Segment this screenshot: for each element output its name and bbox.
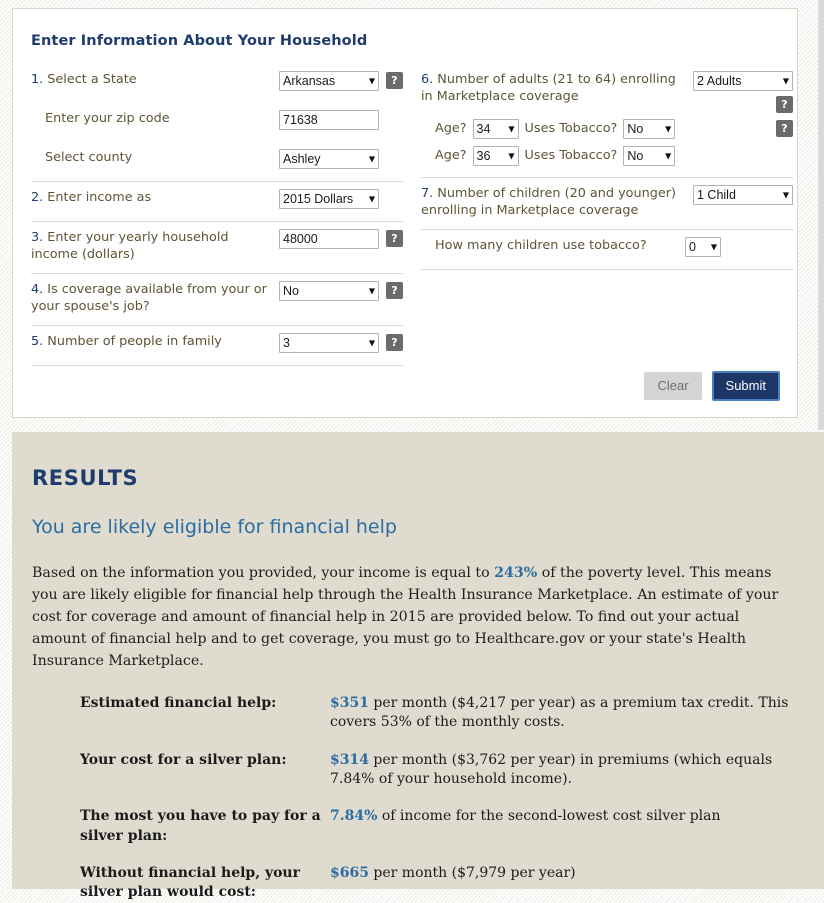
form-control-yearly-income — [279, 229, 403, 249]
results-row — [80, 864, 794, 903]
form-label-state — [31, 72, 137, 89]
form-label-family-size — [31, 334, 222, 351]
form-control-job-coverage — [279, 281, 403, 301]
help-icon-adult-details[interactable]: ? — [776, 120, 793, 137]
form-label-zip: Enter your zip code — [45, 111, 170, 126]
form-label-county: Select county — [45, 150, 133, 165]
submit-button[interactable]: Submit — [712, 371, 780, 401]
results-row-value — [330, 864, 576, 903]
results-row-value — [330, 807, 721, 846]
step-number: 2. — [31, 190, 44, 205]
scrollbar[interactable] — [818, 0, 824, 430]
adults-count-select[interactable] — [693, 71, 793, 91]
form-label-yearly-income — [31, 230, 273, 264]
results-amount: $665 — [330, 864, 369, 881]
label-text: Number of people in family — [47, 333, 222, 349]
form-label-children — [421, 186, 683, 220]
family-size-select-wrap — [279, 333, 379, 353]
step-number: 1. — [31, 72, 44, 87]
form-row-adults — [421, 64, 793, 115]
state-select-wrap — [279, 71, 379, 91]
results-amount: $314 — [330, 751, 369, 768]
form-row-job-coverage — [31, 273, 403, 325]
adults-select-wrap — [693, 71, 793, 91]
results-detail: of income for the second-lowest cost silver plan — [377, 808, 721, 825]
form-control-zip — [279, 110, 403, 130]
adult-tobacco-select-2[interactable] — [623, 146, 675, 166]
results-paragraph — [32, 562, 792, 672]
form-control-state — [279, 71, 403, 91]
age-select-wrap-2 — [473, 146, 519, 166]
form-label-job-coverage — [31, 282, 273, 316]
paragraph-part-2: of the poverty level. This means you are likely eligible for financial help through the Health Insurance Marketplace. An estimate of your cost for coverage and amount of financial help in 2015 are provided below. To find out your actual amount of financial help and to get coverage, you must go to Healthcare.gov or your state's Health Insurance Marketplace. — [32, 565, 779, 669]
results-row-label: The most you have to pay for a silver plan: — [80, 808, 321, 844]
yearly-income-input[interactable] — [279, 229, 379, 249]
step-number: 3. — [31, 230, 44, 245]
help-icon-yearly-income[interactable]: ? — [386, 230, 403, 247]
form-row-children-tobacco — [421, 229, 793, 270]
step-number: 6. — [421, 72, 434, 87]
form-label-adults — [421, 72, 683, 106]
results-row-label: Your cost for a silver plan: — [80, 751, 287, 768]
form-column-left — [31, 64, 403, 366]
form-row-yearly-income — [31, 221, 403, 273]
state-select[interactable] — [279, 71, 379, 91]
label-text: Select a State — [47, 72, 137, 87]
form-control-children — [693, 185, 793, 205]
label-text: Enter your yearly household income (dollars) — [31, 230, 229, 262]
form-button-bar — [644, 371, 780, 401]
form-control-income-basis — [279, 189, 403, 209]
form-row-county — [31, 142, 403, 181]
children-count-select[interactable] — [693, 185, 793, 205]
form-control-adults — [693, 71, 793, 113]
label-text: Number of adults (21 to 64) enrolling in Marketplace coverage — [421, 72, 676, 104]
tobacco-label-1: Uses Tobacco? — [524, 121, 618, 137]
children-select-wrap — [693, 185, 793, 205]
paragraph-part-1: Based on the information you provided, your income is equal to — [32, 565, 495, 581]
step-number: 5. — [31, 333, 44, 349]
income-basis-select[interactable] — [279, 189, 379, 209]
adult-row-1 — [421, 115, 793, 142]
help-icon-family-size[interactable]: ? — [386, 334, 403, 351]
help-icon-state[interactable]: ? — [386, 72, 403, 89]
form-row-income-basis — [31, 181, 403, 221]
job-coverage-select[interactable] — [279, 281, 379, 301]
results-heading: RESULTS — [32, 466, 139, 490]
label-text: Is coverage available from your or your spouse's job? — [31, 281, 267, 314]
children-tobacco-select[interactable] — [685, 237, 721, 257]
results-amount: 7.84% — [330, 808, 378, 825]
tobacco-label-2: Uses Tobacco? — [524, 148, 618, 164]
results-table — [80, 694, 794, 903]
step-number: 7. — [421, 185, 434, 201]
form-label-income-basis — [31, 190, 151, 207]
form-control-children-tobacco — [685, 237, 721, 257]
job-coverage-select-wrap — [279, 281, 379, 301]
family-size-select[interactable] — [279, 333, 379, 353]
form-control-family-size — [279, 333, 403, 353]
adult-age-select-1[interactable] — [473, 119, 519, 139]
tobacco-select-wrap-1 — [623, 119, 675, 139]
label-text: Enter income as — [47, 190, 152, 205]
form-label-children-tobacco: How many children use tobacco? — [435, 237, 647, 253]
label-text: Number of children (20 and younger) enrolling in Marketplace coverage — [421, 185, 676, 218]
help-icon-job-coverage[interactable]: ? — [386, 282, 403, 299]
results-detail: per month ($3,762 per year) in premiums (which equals 7.84% of your household income). — [330, 751, 773, 787]
household-form-card — [12, 8, 798, 418]
results-row — [80, 807, 794, 846]
results-panel — [12, 432, 824, 901]
form-row-zip — [31, 103, 403, 142]
adult-age-select-2[interactable] — [473, 146, 519, 166]
age-label-1: Age? — [435, 121, 467, 137]
poverty-level-value: 243% — [494, 565, 538, 581]
income-basis-select-wrap — [279, 189, 379, 209]
results-detail: per month ($4,217 per year) as a premium tax credit. This covers 53% of the monthly costs. — [330, 695, 789, 731]
eligibility-statement: You are likely eligible for financial help — [32, 516, 397, 538]
page-title: Enter Information About Your Household — [31, 33, 368, 49]
results-row — [80, 694, 794, 733]
form-row-state — [31, 64, 403, 103]
results-detail: per month ($7,979 per year) — [368, 864, 576, 881]
age-label-2: Age? — [435, 148, 467, 164]
tobacco-select-wrap-2 — [623, 146, 675, 166]
form-control-county — [279, 149, 403, 169]
results-row — [80, 751, 794, 790]
county-select[interactable] — [279, 149, 379, 169]
results-row-label: Estimated financial help: — [80, 695, 277, 711]
results-amount: $351 — [330, 695, 369, 711]
adult-tobacco-select-1[interactable] — [623, 119, 675, 139]
age-select-wrap-1 — [473, 119, 519, 139]
results-row-value — [330, 694, 794, 733]
results-row-value — [330, 751, 794, 790]
results-row-label: Without financial help, your silver plan would cost: — [80, 864, 300, 901]
children-tobacco-select-wrap — [685, 237, 721, 257]
clear-button[interactable]: Clear — [644, 372, 701, 400]
adult-row-2 — [421, 142, 793, 169]
zip-code-input[interactable] — [279, 110, 379, 130]
step-number: 4. — [31, 281, 44, 297]
help-icon-adults[interactable]: ? — [776, 96, 793, 113]
county-select-wrap — [279, 149, 379, 169]
form-row-family-size — [31, 325, 403, 366]
form-row-children — [421, 177, 793, 229]
form-column-right — [421, 64, 793, 270]
